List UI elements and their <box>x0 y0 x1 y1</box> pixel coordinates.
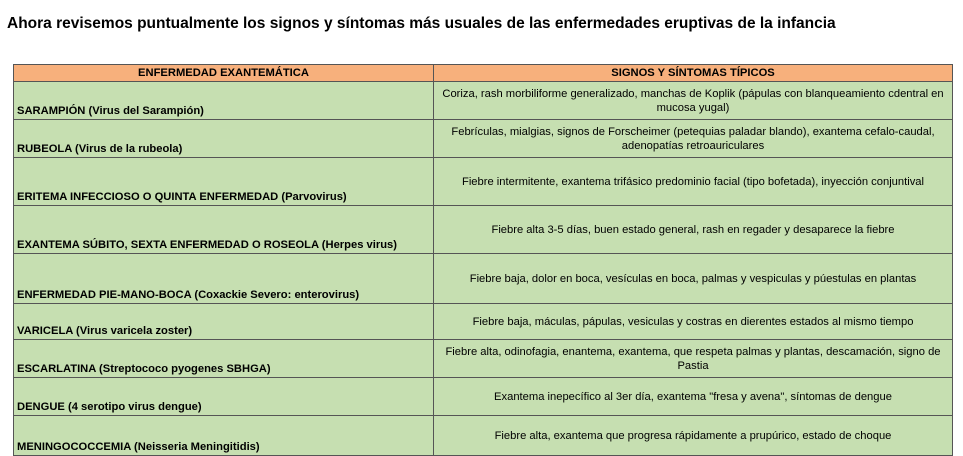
table-header-row <box>14 65 953 82</box>
header-disease: ENFERMEDAD EXANTEMÁTICA <box>14 65 434 82</box>
symptoms-cell: Fiebre alta, exantema que progresa rápidamente a prupúrico, estado de choque <box>434 416 953 456</box>
table-row <box>14 416 953 456</box>
disease-cell: MENINGOCOCCEMIA (Neisseria Meningitidis) <box>14 416 434 456</box>
table-row <box>14 254 953 304</box>
symptoms-cell: Febrículas, mialgias, signos de Forscheimer (petequias paladar blando), exantema cefalo-caudal, adenopatías retroauriculares <box>434 120 953 158</box>
table-row <box>14 120 953 158</box>
symptoms-cell: Exantema inepecífico al 3er día, exantema "fresa y avena", síntomas de dengue <box>434 378 953 416</box>
table-row <box>14 340 953 378</box>
disease-cell: SARAMPIÓN (Virus del Sarampión) <box>14 82 434 120</box>
disease-cell: VARICELA (Virus varicela zoster) <box>14 304 434 340</box>
table-row <box>14 378 953 416</box>
table-row <box>14 206 953 254</box>
disease-cell: EXANTEMA SÚBITO, SEXTA ENFERMEDAD O ROSEOLA (Herpes virus) <box>14 206 434 254</box>
table-row <box>14 158 953 206</box>
table-row <box>14 82 953 120</box>
symptoms-cell: Coriza, rash morbiliforme generalizado, manchas de Koplik (pápulas con blanqueamiento cdentral en mucosa yugal) <box>434 82 953 120</box>
disease-cell: RUBEOLA (Virus de la rubeola) <box>14 120 434 158</box>
diseases-table <box>13 64 953 456</box>
table-row <box>14 304 953 340</box>
disease-cell: ERITEMA INFECCIOSO O QUINTA ENFERMEDAD (Parvovirus) <box>14 158 434 206</box>
disease-cell: DENGUE (4 serotipo virus dengue) <box>14 378 434 416</box>
symptoms-cell: Fiebre baja, dolor en boca, vesículas en boca, palmas y vespiculas y púestulas en plantas <box>434 254 953 304</box>
symptoms-cell: Fiebre alta 3-5 días, buen estado general, rash en regader y desaparece la fiebre <box>434 206 953 254</box>
header-symptoms: SIGNOS Y SÍNTOMAS TÍPICOS <box>434 65 953 82</box>
disease-cell: ESCARLATINA (Streptococo pyogenes SBHGA) <box>14 340 434 378</box>
page-title: Ahora revisemos puntualmente los signos y síntomas más usuales de las enfermedades eruptivas de la infancia <box>7 15 836 32</box>
symptoms-cell: Fiebre baja, máculas, pápulas, vesiculas y costras en dierentes estados al mismo tiempo <box>434 304 953 340</box>
disease-cell: ENFERMEDAD PIE-MANO-BOCA (Coxackie Severo: enterovirus) <box>14 254 434 304</box>
symptoms-cell: Fiebre alta, odinofagia, enantema, exantema, que respeta palmas y plantas, descamación, signo de Pastia <box>434 340 953 378</box>
symptoms-cell: Fiebre intermitente, exantema trifásico predominio facial (tipo bofetada), inyección conjuntival <box>434 158 953 206</box>
